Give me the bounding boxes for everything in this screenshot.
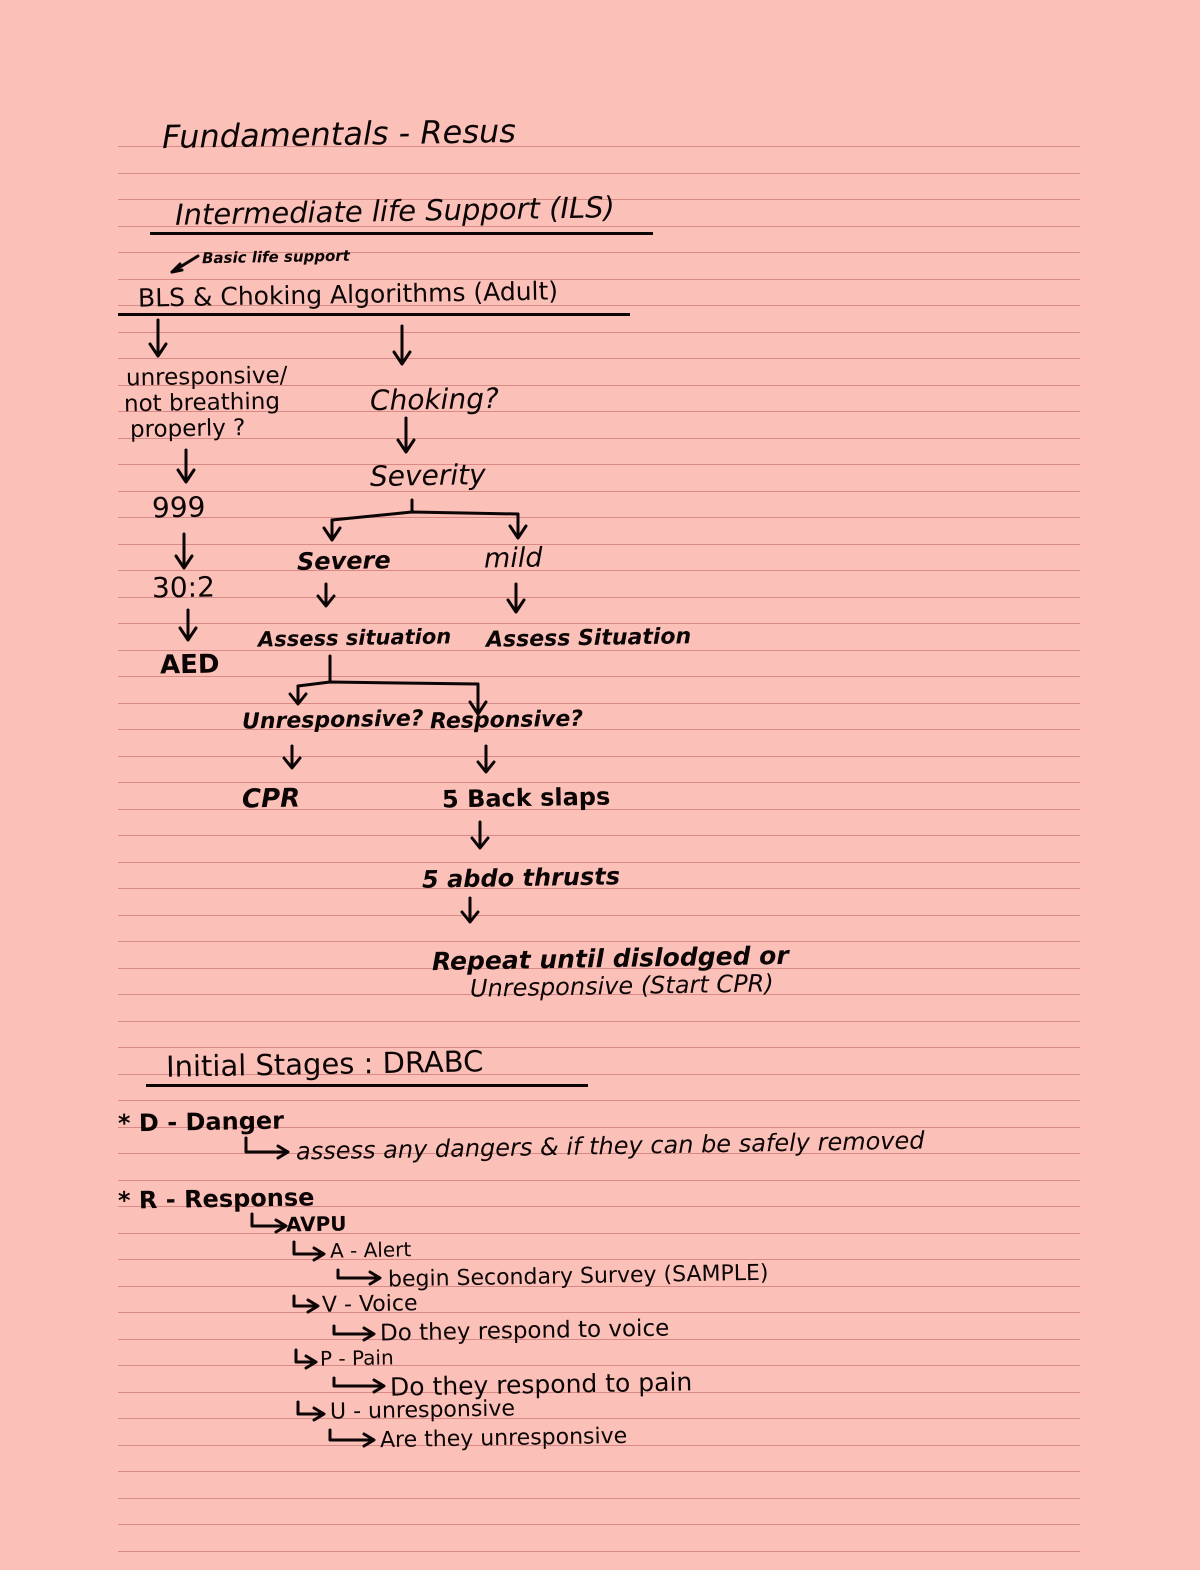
- note-pointer-arrow: [172, 256, 198, 272]
- hook-arrow-icon: [294, 1296, 318, 1312]
- ruled-line: [118, 332, 1080, 333]
- unresponsive-branch: Unresponsive?: [241, 706, 424, 735]
- hook-arrow-icon: [338, 1270, 380, 1284]
- down-arrow-icon: [180, 610, 196, 640]
- unresponsive-question-line3: properly ?: [129, 414, 246, 444]
- assess-situation-severe: Assess situation: [257, 624, 452, 652]
- ruled-line: [118, 173, 1080, 174]
- page-title: Fundamentals - Resus: [161, 111, 517, 157]
- severe-label: Severe: [296, 546, 391, 576]
- response-label: * R - Response: [117, 1183, 315, 1215]
- avpu-voice: V - Voice: [321, 1291, 418, 1318]
- down-arrow-icon: [284, 746, 300, 768]
- ruled-line: [118, 279, 1080, 280]
- ruled-line: [118, 835, 1080, 836]
- hook-arrow-icon: [294, 1242, 324, 1260]
- ruled-line: [118, 1418, 1080, 1419]
- unresponsive-question-line2: not breathing: [123, 388, 281, 418]
- down-arrow-icon: [150, 320, 166, 356]
- ruled-line: [118, 491, 1080, 492]
- ruled-line: [118, 1100, 1080, 1101]
- call-999: 999: [151, 490, 206, 525]
- ruled-line: [118, 756, 1080, 757]
- down-arrow-icon: [508, 584, 524, 612]
- repeat-instruction-line2: Unresponsive (Start CPR): [469, 969, 774, 1003]
- down-arrow-icon: [318, 584, 334, 606]
- compression-ratio: 30:2: [151, 570, 216, 605]
- assess-situation-mild: Assess Situation: [485, 624, 692, 653]
- down-arrow-icon: [462, 898, 478, 922]
- down-arrow-icon: [176, 534, 192, 568]
- ruled-line: [118, 358, 1080, 359]
- avpu-alert-detail: begin Secondary Survey (SAMPLE): [387, 1260, 769, 1293]
- mild-label: mild: [483, 542, 543, 575]
- ruled-line: [118, 623, 1080, 624]
- ruled-line: [118, 1365, 1080, 1366]
- avpu-unresponsive-detail: Are they unresponsive: [379, 1423, 628, 1454]
- bls-heading-underline: [118, 313, 630, 316]
- ruled-line: [118, 1551, 1080, 1552]
- ruled-line: [118, 1471, 1080, 1472]
- ruled-line: [118, 570, 1080, 571]
- ruled-line: [118, 915, 1080, 916]
- responsive-branch: Responsive?: [429, 706, 584, 735]
- ruled-line: [118, 438, 1080, 439]
- ruled-line: [118, 676, 1080, 677]
- hook-arrow-icon: [334, 1326, 374, 1340]
- ruled-line: [118, 1259, 1080, 1260]
- hook-arrow-icon: [246, 1138, 288, 1158]
- down-arrow-icon: [178, 450, 194, 482]
- avpu-label: AVPU: [285, 1211, 347, 1237]
- branch-connector: [290, 656, 486, 714]
- ruled-line: [118, 1021, 1080, 1022]
- avpu-alert: A - Alert: [329, 1237, 412, 1263]
- danger-label: * D - Danger: [117, 1106, 285, 1138]
- avpu-voice-detail: Do they respond to voice: [379, 1315, 670, 1347]
- ruled-line: [118, 1498, 1080, 1499]
- aed-label: AED: [159, 649, 220, 681]
- ruled-line: [118, 1233, 1080, 1234]
- hook-arrow-icon: [334, 1378, 384, 1392]
- hook-arrow-icon: [330, 1430, 374, 1446]
- bls-note: Basic life support: [201, 246, 351, 268]
- branch-connector: [324, 500, 526, 540]
- ils-heading-underline: [150, 232, 653, 235]
- ruled-line: [118, 517, 1080, 518]
- ruled-line: [118, 544, 1080, 545]
- avpu-pain-detail: Do they respond to pain: [389, 1367, 693, 1402]
- back-slaps: 5 Back slaps: [441, 782, 611, 814]
- ruled-line: [118, 597, 1080, 598]
- ils-heading: Intermediate life Support (ILS): [174, 190, 616, 232]
- ruled-line: [118, 464, 1080, 465]
- repeat-instruction-line1: Repeat until dislodged or: [431, 940, 789, 977]
- down-arrow-icon: [478, 746, 494, 772]
- ruled-line: [118, 941, 1080, 942]
- unresponsive-question-line1: unresponsive/: [125, 362, 288, 392]
- bls-heading: BLS & Choking Algorithms (Adult): [137, 276, 559, 313]
- choking-question: Choking?: [369, 381, 500, 418]
- drabc-heading: Initial Stages : DRABC: [165, 1044, 484, 1084]
- abdo-thrusts: 5 abdo thrusts: [421, 862, 621, 894]
- cpr-label: CPR: [241, 783, 301, 815]
- ruled-line: [118, 1180, 1080, 1181]
- ruled-line: [118, 1524, 1080, 1525]
- danger-detail: assess any dangers & if they can be safely removed: [295, 1126, 925, 1166]
- hook-arrow-icon: [252, 1214, 286, 1232]
- avpu-pain: P - Pain: [319, 1345, 394, 1371]
- severity-label: Severity: [369, 457, 486, 494]
- ruled-line: [118, 1312, 1080, 1313]
- avpu-unresponsive: U - unresponsive: [329, 1396, 516, 1425]
- down-arrow-icon: [398, 418, 414, 452]
- ruled-line: [118, 703, 1080, 704]
- drabc-heading-underline: [146, 1084, 588, 1087]
